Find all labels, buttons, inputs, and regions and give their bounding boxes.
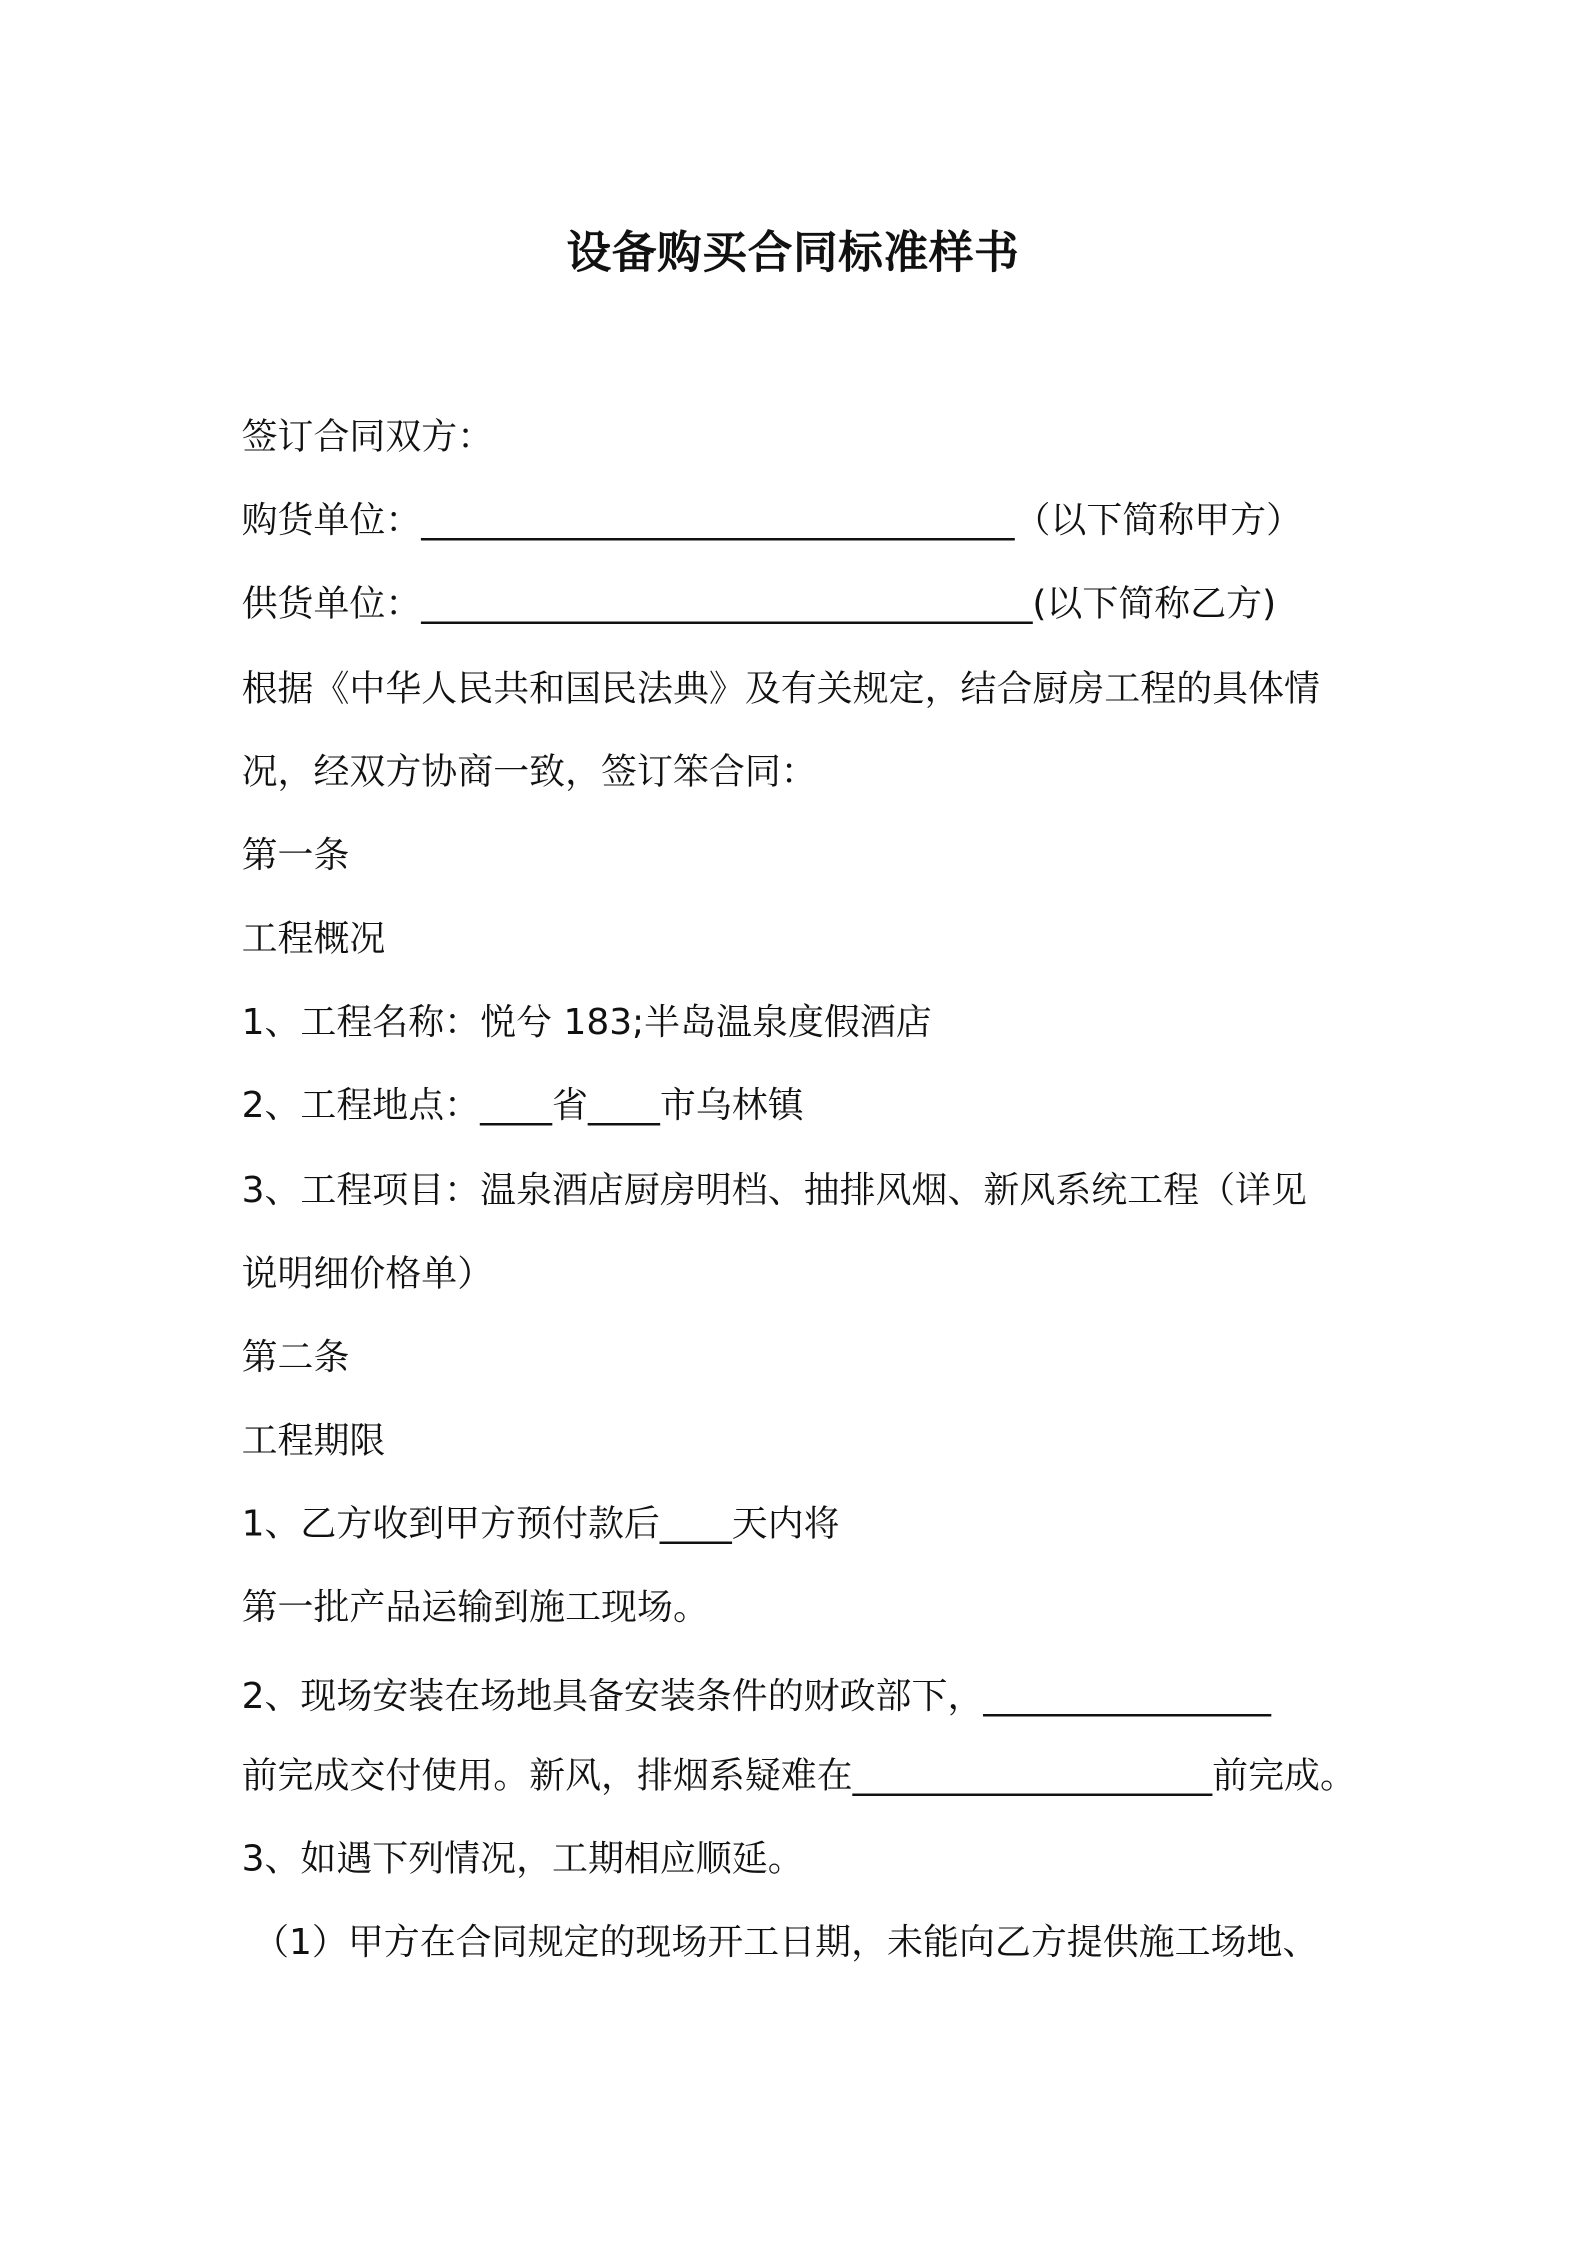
period-clause-2: 2、现场安装在场地具备安装条件的财政部下，________________ [241, 1675, 1271, 1717]
period-clause-3: 3、如遇下列情况，工期相应顺延。 [241, 1837, 804, 1880]
period-clause-3-item-1: （1）甲方在合同规定的现场开工日期，未能向乙方提供施工场地、 [253, 1921, 1319, 1963]
preamble-line-2: 况，经双方协商一致，签订笨合同： [241, 750, 817, 793]
buyer-line: 购货单位：_________________________________（以下简称甲方） [241, 498, 1303, 541]
period-clause-1-continuation: 第一批产品运输到施工现场。 [241, 1586, 709, 1628]
supplier-line: 供货单位：__________________________________(以下简称乙方) [241, 582, 1277, 625]
project-items-continuation: 说明细价格单） [241, 1252, 494, 1295]
project-location-line: 2、工程地点：____省____市乌林镇 [241, 1084, 804, 1126]
period-clause-2-continuation: 前完成交付使用。新风，排烟系疑难在____________________前完成。 [241, 1754, 1356, 1796]
contract-parties-heading: 签订合同双方： [241, 415, 494, 458]
project-overview-heading: 工程概况 [241, 917, 386, 960]
document-title: 设备购买合同标准样书 [566, 227, 1020, 279]
project-items-line: 3、工程项目：温泉酒店厨房明档、抽排风烟、新风系统工程（详见 [241, 1169, 1307, 1211]
project-period-heading: 工程期限 [241, 1419, 386, 1461]
article-1-heading: 第一条 [241, 833, 350, 876]
preamble-line-1: 根据《中华人民共和国民法典》及有关规定，结合厨房工程的具体情 [241, 667, 1321, 709]
period-clause-1: 1、乙方收到甲方预付款后____天内将 [241, 1502, 840, 1545]
article-2-heading: 第二条 [241, 1335, 350, 1378]
project-name-line: 1、工程名称：悦兮 183;半岛温泉度假酒店 [241, 1000, 932, 1043]
